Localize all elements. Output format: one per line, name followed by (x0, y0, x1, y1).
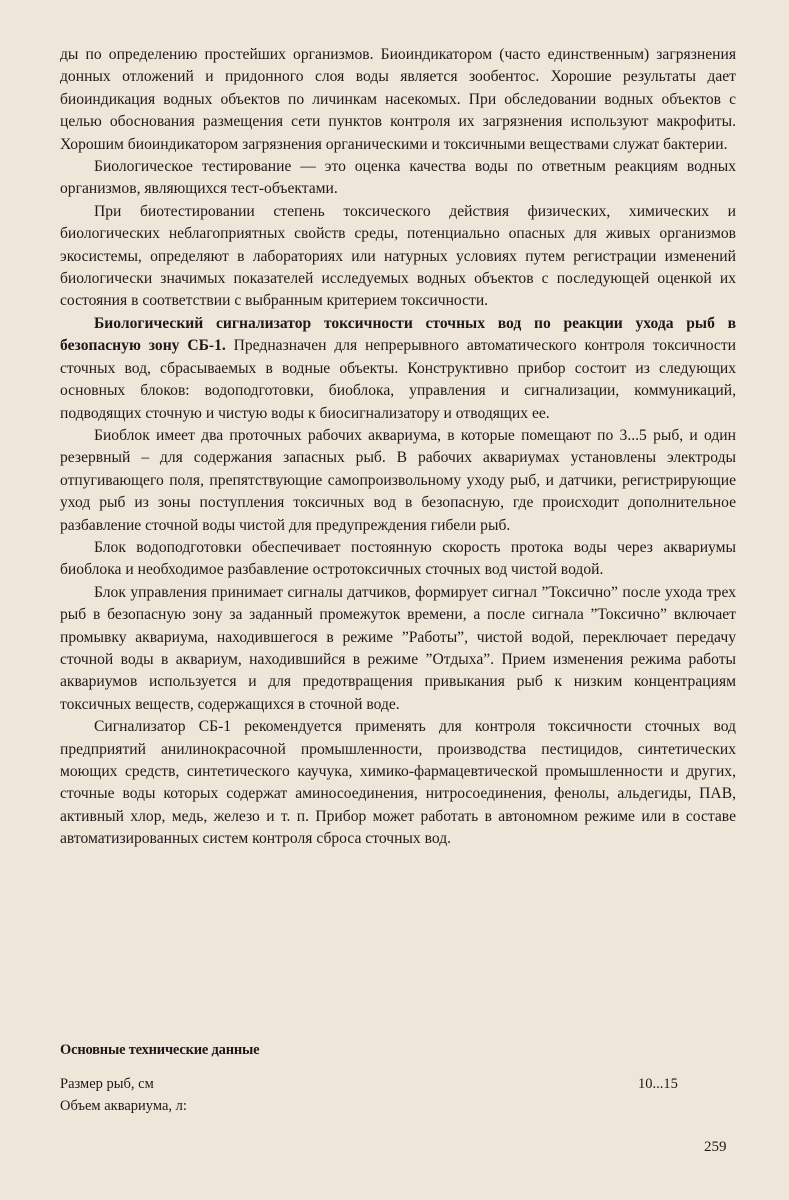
paragraph-control-unit: Блок управления принимает сигналы датчиков, формирует сигнал ”Токсично” после ухода трех рыб в безопасную зону за заданный промежуток времени, а после сигнала ”Токсично” включает промывку аквариума, находившегося в режиме ”Работы”, чистой водой, переключает передачу сточной воды в аквариум, находившийся в режиме ”Отдыха”. Прием изменения режима работы аквариумов используется и для предотвращения привыкания рыб к низким концентрациям токсичных веществ, содержащихся в сточной воде. (60, 583, 736, 713)
device-description: Предназначен для непрерывного автоматического контроля токсичности сточных вод, сбрасываемых в водные объекты. Конструктивно прибор состоит из следующих основных блоков: водоподготовки, биоблока, управления и сигнализации, коммуникаций, подводящих сточную и чистую воды к биосигнализатору и отводящих ее. (60, 337, 736, 422)
paragraph-water-prep: Блок водоподготовки обеспечивает постоянную скорость протока воды через аквариумы биоблока и необходимое разбавление остротоксичных сточных вод чистой водой. (60, 538, 736, 579)
paragraph-biotesting-method: При биотестировании степень токсического действия физических, химических и биологических неблагоприятных свойств среды, потенциально опасных для живых организмов экосистемы, определяют в лабораториях или натурных условиях путем регистрации изменений биологически значимых показателей исследуемых водных объектов с последующей оценкой их состояния в соответствии с выбранным критерием токсичности. (60, 202, 736, 310)
spec-label: Объем аквариума, л: (60, 1098, 187, 1114)
body-text (60, 44, 736, 851)
paragraph-bioblock: Биоблок имеет два проточных рабочих аквариума, в которые помещают по 3...5 рыб, и один резервный – для содержания запасных рыб. В рабочих аквариумах установлены электроды отпугивающего поля, препятствующие самопроизвольному уходу рыб, и датчики, регистрирующие уход рыб из зоны поступления токсичных вод в безопасную, где происходит дополнительное разбавление сточной воды чистой для предупреждения гибели рыб. (60, 426, 736, 534)
paragraph-application: Сигнализатор СБ-1 рекомендуется применять для контроля токсичности сточных вод предприятий анилинокрасочной промышленности, производства пестицидов, синтетических моющих средств, синтетического каучука, химико-фармацевтической промышленности и других, сточные воды которых содержат аминосоединения, нитросоединения, фенолы, альдегиды, ПАВ, активный хлор, медь, железо и т. п. Прибор может работать в автономном режиме или в составе автоматизированных систем контроля сброса сточных вод. (60, 718, 736, 848)
device-title: Биологический сигнализатор токсичности сточных вод по реакции ухода рыб в безопасную зону СБ-1. (60, 314, 736, 355)
spec-value: 10...15 (638, 1076, 678, 1092)
specs-heading: Основные технические данные (60, 1042, 260, 1058)
spec-label: Размер рыб, см (60, 1076, 154, 1092)
paragraph-device-sb1 (60, 313, 736, 425)
paragraph-bioindicators: ды по определению простейших организмов. Биоиндикатором (часто единственным) загрязнения донных отложений и придонного слоя воды является зообентос. Хорошие результаты дает биоиндикация водных объектов по личинкам насекомых. При обследовании водных объектов с целью обоснования размещения сети пунктов контроля их загрязнения используют макрофиты. Хорошим биоиндикатором загрязнения органическими и токсичными веществами служат бактерии. (60, 46, 736, 153)
paragraph-biotesting-definition: Биологическое тестирование — это оценка качества воды по ответным реакциям водных организмов, являющихся тест-объектами. (60, 158, 736, 198)
page-number: 259 (704, 1139, 727, 1155)
